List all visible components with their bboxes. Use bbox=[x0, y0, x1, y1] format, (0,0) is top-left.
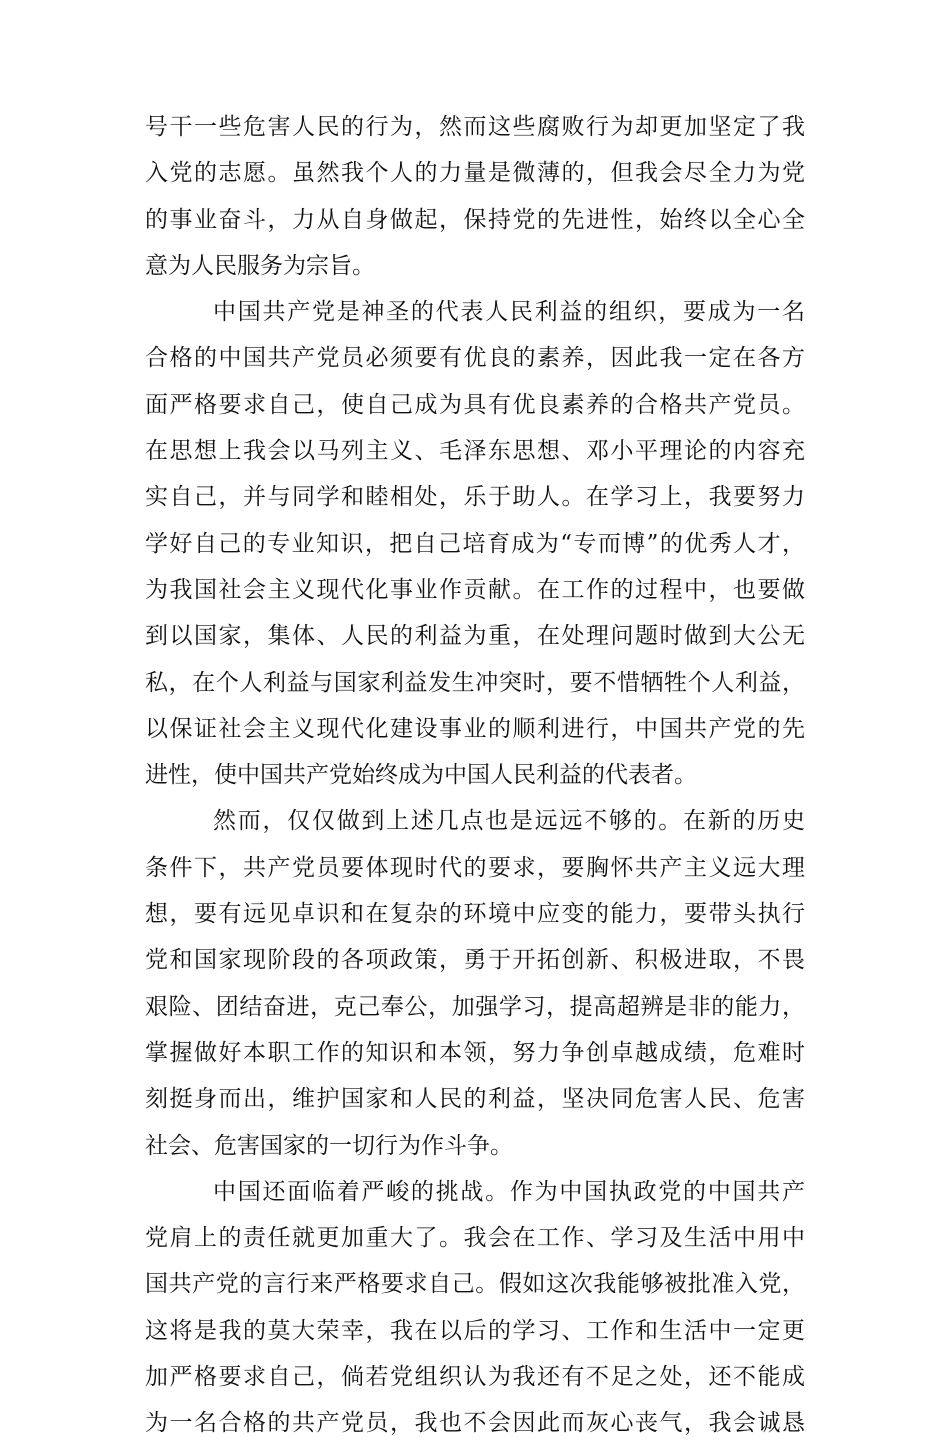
text-line: 实自己，并与同学和睦相处，乐于助人。在学习上，我要努力 bbox=[145, 484, 805, 511]
text-line: 中国共产党是神圣的代表人民利益的组织，要成为一名 bbox=[213, 299, 805, 326]
text-line: 刻挺身而出，维护国家和人民的利益，坚决同危害人民、危害 bbox=[145, 1086, 805, 1113]
text-line: 党肩上的责任就更加重大了。我会在工作、学习及生活中用中 bbox=[145, 1225, 805, 1252]
text-line: 党和国家现阶段的各项政策，勇于开拓创新、积极进取，不畏 bbox=[145, 947, 805, 974]
text-line: 中国还面临着严峻的挑战。作为中国执政党的中国共产 bbox=[213, 1178, 805, 1205]
text-line: 加严格要求自己，倘若党组织认为我还有不足之处，还不能成 bbox=[145, 1364, 805, 1391]
text-line: 这将是我的莫大荣幸，我在以后的学习、工作和生活中一定更 bbox=[145, 1317, 805, 1344]
text-line: 为一名合格的共产党员，我也不会因此而灰心丧气，我会诚恳 bbox=[145, 1410, 805, 1437]
body-text bbox=[145, 104, 805, 1447]
text-line: 面严格要求自己，使自己成为具有优良素养的合格共产党员。 bbox=[145, 391, 805, 418]
text-line: 在思想上我会以马列主义、毛泽东思想、邓小平理论的内容充 bbox=[145, 438, 805, 465]
paragraph-1 bbox=[145, 104, 805, 289]
text-line: 的事业奋斗，力从自身做起，保持党的先进性，始终以全心全 bbox=[145, 206, 805, 233]
text-line: 想，要有远见卓识和在复杂的环境中应变的能力，要带头执行 bbox=[145, 901, 805, 928]
text-line: 学好自己的专业知识，把自己培育成为“专而博”的优秀人才， bbox=[145, 530, 805, 557]
text-line: 为我国社会主义现代化事业作贡献。在工作的过程中，也要做 bbox=[145, 576, 805, 603]
text-line: 社会、危害国家的一切行为作斗争。 bbox=[145, 1132, 513, 1159]
text-line: 到以国家，集体、人民的利益为重，在处理问题时做到大公无 bbox=[145, 623, 805, 650]
text-line: 私，在个人利益与国家利益发生冲突时，要不惜牺牲个人利益， bbox=[145, 669, 805, 696]
text-line: 国共产党的言行来严格要求自己。假如这次我能够被批准入党， bbox=[145, 1271, 805, 1298]
text-line: 然而，仅仅做到上述几点也是远远不够的。在新的历史 bbox=[213, 808, 805, 835]
text-line: 入党的志愿。虽然我个人的力量是微薄的，但我会尽全力为党 bbox=[145, 160, 805, 187]
text-line: 合格的中国共产党员必须要有优良的素养，因此我一定在各方 bbox=[145, 345, 805, 372]
text-line: 艰险、团结奋进，克己奉公，加强学习，提高超辨是非的能力， bbox=[145, 993, 805, 1020]
text-line: 进性，使中国共产党始终成为中国人民利益的代表者。 bbox=[145, 762, 697, 789]
paragraph-3 bbox=[145, 798, 805, 1168]
paragraph-2 bbox=[145, 289, 805, 798]
text-line: 条件下，共产党员要体现时代的要求，要胸怀共产主义远大理 bbox=[145, 854, 805, 881]
text-line: 以保证社会主义现代化建设事业的顺利进行，中国共产党的先 bbox=[145, 715, 805, 742]
text-line: 意为人民服务为宗旨。 bbox=[145, 252, 375, 279]
paragraph-4 bbox=[145, 1169, 805, 1447]
text-line: 号干一些危害人民的行为，然而这些腐败行为却更加坚定了我 bbox=[145, 114, 805, 140]
text-line: 掌握做好本职工作的知识和本领，努力争创卓越成绩，危难时 bbox=[145, 1039, 805, 1066]
